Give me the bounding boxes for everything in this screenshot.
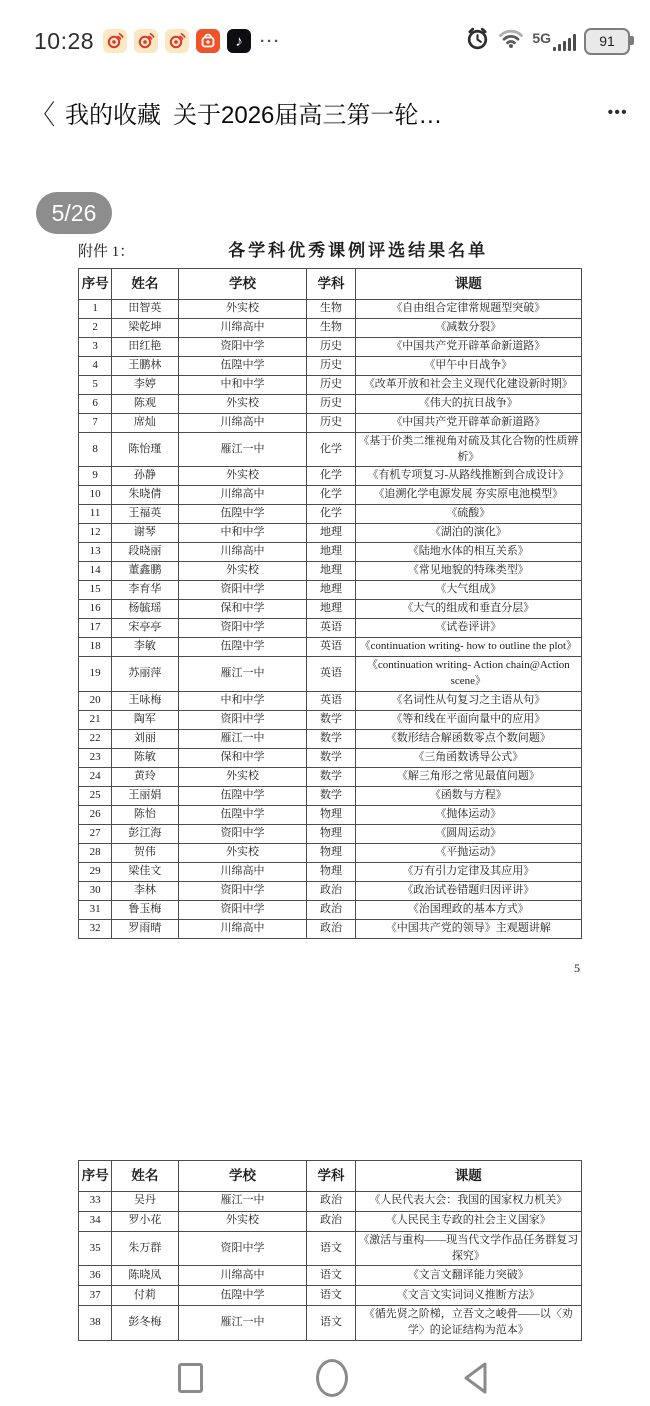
table-cell: 川绵高中 — [178, 486, 307, 505]
alarm-clock-icon — [465, 26, 490, 56]
table-cell: 36 — [79, 1266, 112, 1286]
status-time: 10:28 — [34, 27, 95, 54]
bag-app-icon — [196, 29, 220, 53]
table-cell: 资阳中学 — [178, 882, 307, 901]
table-cell: 英语 — [307, 692, 355, 711]
table-cell: 28 — [79, 844, 112, 863]
table-row — [79, 1286, 582, 1306]
table-row — [79, 844, 582, 863]
signal-bars-icon — [553, 33, 576, 51]
table-cell: 数学 — [307, 711, 355, 730]
table-cell: 《中国共产党开辟革命新道路》 — [355, 337, 581, 356]
table-cell: 30 — [79, 882, 112, 901]
table-cell: 8 — [79, 432, 112, 467]
table-cell: 物理 — [307, 844, 355, 863]
document-page-5 — [78, 236, 582, 976]
table-cell: 李婷 — [112, 375, 178, 394]
weibo-icon — [165, 29, 189, 53]
table-cell: 保和中学 — [178, 749, 307, 768]
table-cell: 梁佳文 — [112, 863, 178, 882]
table-cell: 罗小花 — [112, 1211, 178, 1231]
table-cell: 历史 — [307, 394, 355, 413]
table-cell: 34 — [79, 1211, 112, 1231]
table-cell: 《人民民主专政的社会主义国家》 — [355, 1211, 581, 1231]
table-cell: 27 — [79, 825, 112, 844]
table-cell: 川绵高中 — [178, 543, 307, 562]
table-cell: 外实校 — [178, 768, 307, 787]
table-cell: 段晓丽 — [112, 543, 178, 562]
table-cell: 雁江一中 — [178, 730, 307, 749]
weibo-icon — [103, 29, 127, 53]
table-cell: 《循先贤之阶梯，立吾文之峻骨——以〈劝学〉的论证结构为范本》 — [355, 1306, 581, 1341]
table-row — [79, 730, 582, 749]
table-row — [79, 432, 582, 467]
table-cell: 陈观 — [112, 394, 178, 413]
table-cell: 23 — [79, 749, 112, 768]
table-cell: 38 — [79, 1306, 112, 1341]
table-cell: 《三角函数诱导公式》 — [355, 749, 581, 768]
status-bar — [34, 20, 630, 62]
table-cell: 数学 — [307, 730, 355, 749]
table-cell: 26 — [79, 806, 112, 825]
table-header-row — [79, 269, 582, 300]
table-row — [79, 543, 582, 562]
table-cell: 18 — [79, 638, 112, 657]
table-cell: 伍隍中学 — [178, 1286, 307, 1306]
table-row — [79, 505, 582, 524]
table-cell: 历史 — [307, 356, 355, 375]
table-clip-region — [78, 1160, 582, 1341]
weibo-icon — [134, 29, 158, 53]
home-button[interactable] — [316, 1359, 348, 1397]
table-cell: 苏丽萍 — [112, 657, 178, 692]
table-row — [79, 299, 582, 318]
table-cell: 朱万群 — [112, 1231, 178, 1266]
table-cell: 川绵高中 — [178, 920, 307, 939]
table-cell: 伍隍中学 — [178, 787, 307, 806]
table-cell: 物理 — [307, 825, 355, 844]
table-cell: 外实校 — [178, 467, 307, 486]
table-cell: 《硫酸》 — [355, 505, 581, 524]
table-cell: 《基于价类二维视角对硫及其化合物的性质辨析》 — [355, 432, 581, 467]
table-cell: 资阳中学 — [178, 711, 307, 730]
table-cell: 外实校 — [178, 394, 307, 413]
attachment-label: 附件 1： — [78, 244, 135, 260]
table-cell: 政治 — [307, 1191, 355, 1211]
table-cell: 陈怡 — [112, 806, 178, 825]
table-cell: 谢琴 — [112, 524, 178, 543]
table-row — [79, 806, 582, 825]
table-cell: 17 — [79, 619, 112, 638]
table-row — [79, 337, 582, 356]
document-page-6 — [78, 1160, 582, 1341]
table-cell: 川绵高中 — [178, 863, 307, 882]
table-cell: 数学 — [307, 749, 355, 768]
table-cell: 川绵高中 — [178, 1266, 307, 1286]
table-cell: 资阳中学 — [178, 901, 307, 920]
table-cell: 王咏梅 — [112, 692, 178, 711]
table-cell: 33 — [79, 1191, 112, 1211]
table-cell: 《自由组合定律常规题型突破》 — [355, 299, 581, 318]
table-cell: 《改革开放和社会主义现代化建设新时期》 — [355, 375, 581, 394]
table-cell: 22 — [79, 730, 112, 749]
table-cell: 雁江一中 — [178, 432, 307, 467]
table-cell: 《抛体运动》 — [355, 806, 581, 825]
table-row — [79, 486, 582, 505]
table-cell: 生物 — [307, 318, 355, 337]
table-cell: 《人民代表大会：我国的国家权力机关》 — [355, 1191, 581, 1211]
table-cell: 24 — [79, 768, 112, 787]
table-cell: 川绵高中 — [178, 318, 307, 337]
tiktok-icon: ♪ — [227, 29, 251, 53]
column-header: 课题 — [355, 1161, 581, 1192]
table-row — [79, 1306, 582, 1341]
table-cell: 《平抛运动》 — [355, 844, 581, 863]
table-cell: 陈敏 — [112, 749, 178, 768]
table-cell: 田智英 — [112, 299, 178, 318]
table-cell: 地理 — [307, 600, 355, 619]
table-cell: 语文 — [307, 1286, 355, 1306]
table-cell: 陈怡瑾 — [112, 432, 178, 467]
table-row — [79, 375, 582, 394]
status-more-dots-icon: ··· — [260, 32, 282, 50]
table-cell: 《等和线在平面向量中的应用》 — [355, 711, 581, 730]
table-cell: 10 — [79, 486, 112, 505]
table-cell: 《激活与重构——现当代文学作品任务群复习探究》 — [355, 1231, 581, 1266]
table-cell: 彭冬梅 — [112, 1306, 178, 1341]
table-cell: 化学 — [307, 505, 355, 524]
recents-button[interactable] — [178, 1363, 203, 1393]
table-cell: 《陆地水体的相互关系》 — [355, 543, 581, 562]
table-cell: 21 — [79, 711, 112, 730]
table-cell: 《函数与方程》 — [355, 787, 581, 806]
table-cell: 田红艳 — [112, 337, 178, 356]
table-cell: 《甲午中日战争》 — [355, 356, 581, 375]
table-cell: 《政治试卷错题归因评讲》 — [355, 882, 581, 901]
page-indicator-badge: 5/26 — [36, 192, 112, 234]
table-cell: 《中国共产党开辟革命新道路》 — [355, 413, 581, 432]
table-cell: 《万有引力定律及其应用》 — [355, 863, 581, 882]
status-bar-right — [465, 26, 630, 56]
table-cell: 29 — [79, 863, 112, 882]
table-cell: 资阳中学 — [178, 1231, 307, 1266]
table-row — [79, 692, 582, 711]
table-cell: 20 — [79, 692, 112, 711]
results-table-page5 — [78, 268, 582, 939]
table-cell: 孙静 — [112, 467, 178, 486]
document-heading — [78, 236, 582, 261]
back-label[interactable]: 我的收藏 — [65, 101, 161, 129]
table-cell: 资阳中学 — [178, 825, 307, 844]
table-cell: 英语 — [307, 638, 355, 657]
table-cell: 雁江一中 — [178, 1191, 307, 1211]
status-bar-left — [34, 28, 281, 55]
table-cell: 资阳中学 — [178, 581, 307, 600]
table-cell: 12 — [79, 524, 112, 543]
table-cell: 中和中学 — [178, 524, 307, 543]
table-row — [79, 562, 582, 581]
more-menu-icon[interactable]: ••• — [607, 103, 628, 121]
table-cell: 化学 — [307, 467, 355, 486]
column-header: 姓名 — [112, 269, 178, 300]
table-cell: 吴丹 — [112, 1191, 178, 1211]
table-cell: 外实校 — [178, 1211, 307, 1231]
android-nav-bar — [178, 1356, 490, 1400]
nav-bar — [30, 88, 628, 136]
table-cell: 英语 — [307, 619, 355, 638]
table-cell: 语文 — [307, 1231, 355, 1266]
table-cell: 3 — [79, 337, 112, 356]
table-cell: 雁江一中 — [178, 657, 307, 692]
table-cell: 地理 — [307, 543, 355, 562]
table-cell: 《追溯化学电源发展 夯实原电池模型》 — [355, 486, 581, 505]
table-row — [79, 920, 582, 939]
table-cell: 9 — [79, 467, 112, 486]
table-row — [79, 524, 582, 543]
table-cell: 《常见地貌的特珠类型》 — [355, 562, 581, 581]
table-cell: 宋亭亭 — [112, 619, 178, 638]
document-page-number: 5 — [574, 961, 580, 976]
table-cell: 14 — [79, 562, 112, 581]
table-cell: 政治 — [307, 1211, 355, 1231]
table-cell: 5 — [79, 375, 112, 394]
table-cell: 董鑫鹏 — [112, 562, 178, 581]
table-cell: 6 — [79, 394, 112, 413]
table-cell: 《名词性从句复习之主语从句》 — [355, 692, 581, 711]
table-cell: 外实校 — [178, 299, 307, 318]
table-cell: 伍隍中学 — [178, 505, 307, 524]
table-cell: 罗雨晴 — [112, 920, 178, 939]
table-cell: 王福英 — [112, 505, 178, 524]
column-header: 学校 — [178, 269, 307, 300]
table-row — [79, 882, 582, 901]
table-cell: 《治国理政的基本方式》 — [355, 901, 581, 920]
table-cell: 伍隍中学 — [178, 638, 307, 657]
table-cell: 政治 — [307, 920, 355, 939]
table-cell: 保和中学 — [178, 600, 307, 619]
table-cell: 杨毓瑶 — [112, 600, 178, 619]
table-row — [79, 318, 582, 337]
table-cell: 《圆周运动》 — [355, 825, 581, 844]
table-cell: 外实校 — [178, 562, 307, 581]
table-row — [79, 711, 582, 730]
table-cell: 《中国共产党的领导》主观题讲解 — [355, 920, 581, 939]
network-type-label: 5G — [532, 30, 551, 46]
column-header: 学校 — [178, 1161, 307, 1192]
table-cell: 伍隍中学 — [178, 356, 307, 375]
column-header: 序号 — [79, 269, 112, 300]
table-row — [79, 901, 582, 920]
table-row — [79, 657, 582, 692]
table-cell: 37 — [79, 1286, 112, 1306]
table-cell: 32 — [79, 920, 112, 939]
table-cell: 外实校 — [178, 844, 307, 863]
table-cell: 朱晓倩 — [112, 486, 178, 505]
table-cell: 《文言文实词词义推断方法》 — [355, 1286, 581, 1306]
table-cell: 《有机专项复习-从路线推断到合成设计》 — [355, 467, 581, 486]
table-cell: 付莉 — [112, 1286, 178, 1306]
table-cell: 35 — [79, 1231, 112, 1266]
table-cell: 中和中学 — [178, 692, 307, 711]
table-cell: 11 — [79, 505, 112, 524]
table-row — [79, 1266, 582, 1286]
column-header: 学科 — [307, 269, 355, 300]
table-cell: 资阳中学 — [178, 337, 307, 356]
table-row — [79, 1231, 582, 1266]
table-cell: 川绵高中 — [178, 413, 307, 432]
table-row — [79, 749, 582, 768]
table-cell: 《数形结合解函数零点个数问题》 — [355, 730, 581, 749]
table-cell: 《continuation writing- how to outline the plot》 — [355, 638, 581, 657]
table-cell: 贺伟 — [112, 844, 178, 863]
table-cell: 《伟大的抗日战争》 — [355, 394, 581, 413]
table-cell: 王丽娟 — [112, 787, 178, 806]
table-cell: 物理 — [307, 863, 355, 882]
table-cell: 2 — [79, 318, 112, 337]
table-cell: 李敏 — [112, 638, 178, 657]
table-cell: 雁江一中 — [178, 1306, 307, 1341]
table-cell: 鲁玉梅 — [112, 901, 178, 920]
battery-nub — [630, 36, 634, 45]
back-button[interactable] — [460, 1360, 490, 1396]
table-cell: 中和中学 — [178, 375, 307, 394]
column-header: 课题 — [355, 269, 581, 300]
table-cell: 19 — [79, 657, 112, 692]
table-cell: 地理 — [307, 581, 355, 600]
table-row — [79, 768, 582, 787]
table-cell: 13 — [79, 543, 112, 562]
table-cell: 陈晓凤 — [112, 1266, 178, 1286]
table-cell: 《大气组成》 — [355, 581, 581, 600]
table-cell: 数学 — [307, 768, 355, 787]
battery-percent: 91 — [599, 33, 615, 49]
table-cell: 物理 — [307, 806, 355, 825]
table-cell: 《试卷评讲》 — [355, 619, 581, 638]
table-cell: 16 — [79, 600, 112, 619]
table-cell: 《大气的组成和垂直分层》 — [355, 600, 581, 619]
table-cell: 化学 — [307, 432, 355, 467]
table-cell: 李育华 — [112, 581, 178, 600]
table-cell: 李林 — [112, 882, 178, 901]
table-row — [79, 1191, 582, 1211]
table-cell: 英语 — [307, 657, 355, 692]
table-row — [79, 581, 582, 600]
column-header: 姓名 — [112, 1161, 178, 1192]
back-chevron-icon[interactable]: 〈 — [32, 99, 55, 130]
table-cell: 《解三角形之常见最值问题》 — [355, 768, 581, 787]
table-cell: 1 — [79, 299, 112, 318]
table-cell: 15 — [79, 581, 112, 600]
table-cell: 历史 — [307, 413, 355, 432]
document-nav-title: 关于2026届高三第一轮… — [173, 101, 443, 129]
table-cell: 地理 — [307, 562, 355, 581]
table-cell: 政治 — [307, 901, 355, 920]
table-cell: 生物 — [307, 299, 355, 318]
table-cell: 彭江海 — [112, 825, 178, 844]
table-cell: 《文言文翻译能力突破》 — [355, 1266, 581, 1286]
table-cell: 31 — [79, 901, 112, 920]
table-row — [79, 619, 582, 638]
table-row — [79, 787, 582, 806]
table-cell: 资阳中学 — [178, 619, 307, 638]
table-cell: 数学 — [307, 787, 355, 806]
table-cell: 梁乾坤 — [112, 318, 178, 337]
table-cell: 历史 — [307, 337, 355, 356]
table-cell: 黄玲 — [112, 768, 178, 787]
table-cell: 伍隍中学 — [178, 806, 307, 825]
table-cell: 《湖泊的演化》 — [355, 524, 581, 543]
document-title: 各学科优秀课例评选结果名单 — [228, 241, 489, 260]
table-cell: 历史 — [307, 375, 355, 394]
table-row — [79, 356, 582, 375]
table-cell: 《减数分裂》 — [355, 318, 581, 337]
cellular-signal-icon — [532, 31, 576, 51]
table-cell: 席灿 — [112, 413, 178, 432]
table-cell: 陶军 — [112, 711, 178, 730]
table-cell: 王鹏林 — [112, 356, 178, 375]
battery-icon — [584, 28, 630, 55]
table-row — [79, 825, 582, 844]
table-row — [79, 394, 582, 413]
table-row — [79, 863, 582, 882]
table-row — [79, 638, 582, 657]
table-cell: 化学 — [307, 486, 355, 505]
table-cell: 政治 — [307, 882, 355, 901]
table-row — [79, 467, 582, 486]
table-cell: 语文 — [307, 1306, 355, 1341]
column-header: 学科 — [307, 1161, 355, 1192]
table-row — [79, 600, 582, 619]
table-row — [79, 1211, 582, 1231]
table-cell: 7 — [79, 413, 112, 432]
table-cell: 25 — [79, 787, 112, 806]
column-header: 序号 — [79, 1161, 112, 1192]
table-cell: 刘丽 — [112, 730, 178, 749]
wifi-icon — [498, 28, 524, 54]
table-cell: 《continuation writing- Action chain@Action scene》 — [355, 657, 581, 692]
table-row — [79, 413, 582, 432]
table-cell: 4 — [79, 356, 112, 375]
table-cell: 地理 — [307, 524, 355, 543]
table-cell: 语文 — [307, 1266, 355, 1286]
table-header-row — [79, 1161, 582, 1192]
results-table-page6 — [78, 1160, 582, 1341]
